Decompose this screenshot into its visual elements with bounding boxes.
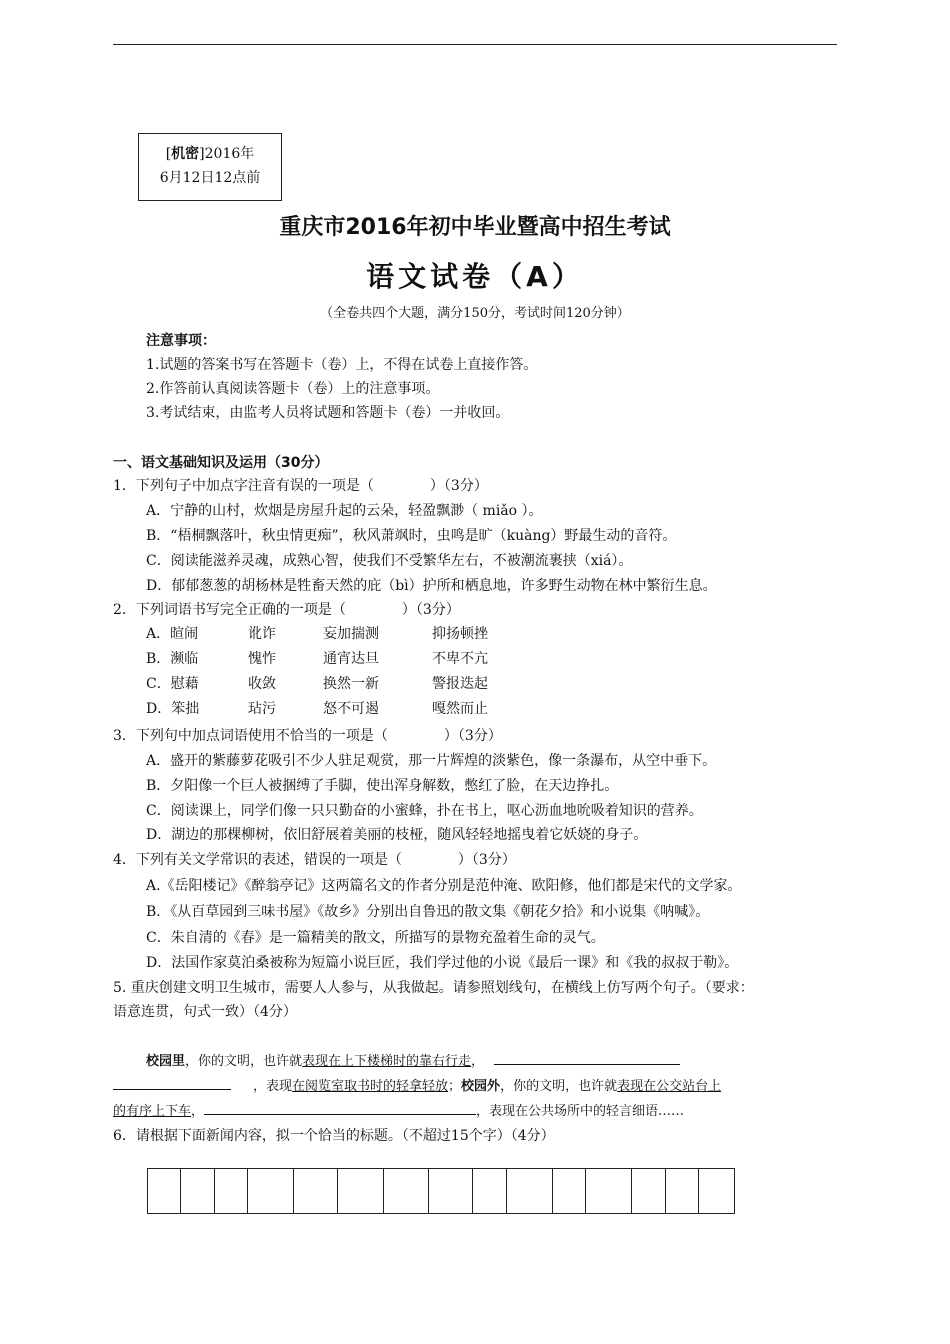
q2-cell: 讹诈 bbox=[248, 626, 276, 642]
paper-title: 语文试卷（A） bbox=[366, 260, 584, 293]
q5-underlined-text: 表现在上下楼梯时的靠右行走 bbox=[302, 1054, 472, 1069]
grid-cell[interactable] bbox=[586, 1169, 632, 1213]
q1-option-d: D．郁郁葱葱的胡杨林是牲畜天然的庇（bì）护所和栖息地，许多野生动物在林中繁衍生息。 bbox=[146, 578, 717, 594]
grid-cell[interactable] bbox=[148, 1169, 181, 1213]
confidential-year: 2016年 bbox=[204, 146, 255, 162]
q5-example-line1 bbox=[146, 1050, 680, 1069]
q1-stem: 1．下列句子中加点字注音有误的一项是（ ）（3分） bbox=[113, 478, 488, 494]
q2-cell: C．慰藉 bbox=[146, 676, 199, 692]
q4-option-c: C．朱自清的《春》是一篇精美的散文，所描写的景物充盈着生命的灵气。 bbox=[146, 930, 605, 946]
q4-option-d: D．法国作家莫泊桑被称为短篇小说巨匠，我们学过他的小说《最后一课》和《我的叔叔于勒》。 bbox=[146, 955, 739, 971]
q5-text: ， bbox=[191, 1104, 205, 1119]
exam-subtitle: （全卷共四个大题，满分150分，考试时间120分钟） bbox=[320, 306, 630, 321]
q2-cell: 妄加揣测 bbox=[323, 626, 379, 642]
q2-cell: 抑扬顿挫 bbox=[432, 626, 488, 642]
grid-cell[interactable] bbox=[553, 1169, 586, 1213]
grid-cell[interactable] bbox=[338, 1169, 384, 1213]
confidential-box: [机密]2016年 6月12日12点前 bbox=[138, 133, 282, 201]
q1-option-a: A．宁静的山村，炊烟是房屋升起的云朵，轻盈飘渺（ miǎo ）。 bbox=[146, 503, 543, 519]
q6-answer-grid bbox=[147, 1168, 735, 1214]
q4-option-b: B．《从百草园到三味书屋》《故乡》分别出自鲁迅的散文集《朝花夕拾》和小说集《呐喊》。 bbox=[146, 904, 710, 920]
confidential-label: 机密 bbox=[171, 146, 200, 162]
q5-underlined-text: 表现在公交站台上 bbox=[617, 1079, 722, 1094]
grid-cell[interactable] bbox=[294, 1169, 338, 1213]
q5-text: ，你的文明，也许就 bbox=[185, 1054, 303, 1069]
q5-text: ， bbox=[471, 1054, 485, 1069]
q3-option-d: D．湖边的那棵柳树，依旧舒展着美丽的枝桠，随风轻轻地摇曳着它妖娆的身子。 bbox=[146, 827, 648, 843]
q5-example-line2 bbox=[113, 1075, 721, 1094]
grid-cell[interactable] bbox=[666, 1169, 699, 1213]
section-heading: 一、语文基础知识及运用（30分） bbox=[113, 455, 329, 471]
note-item: 2.作答前认真阅读答题卡（卷）上的注意事项。 bbox=[146, 381, 440, 397]
q3-option-b: B．夕阳像一个巨人被捆缚了手脚，使出浑身解数，憋红了脸，在天边挣扎。 bbox=[146, 778, 619, 794]
q5-stem-cont: 语意连贯，句式一致）（4分） bbox=[113, 1004, 297, 1020]
note-item: 1.试题的答案书写在答题卡（卷）上，不得在试卷上直接作答。 bbox=[146, 357, 538, 373]
grid-cell[interactable] bbox=[473, 1169, 507, 1213]
q5-bold-text: 校园里 bbox=[146, 1054, 186, 1069]
q3-option-a: A．盛开的紫藤萝花吸引不少人驻足观赏，那一片辉煌的淡紫色，像一条瀑布，从空中垂下。 bbox=[146, 753, 717, 769]
q5-answer-blank[interactable] bbox=[204, 1100, 476, 1115]
grid-cell[interactable] bbox=[429, 1169, 473, 1213]
grid-cell[interactable] bbox=[248, 1169, 294, 1213]
q1-option-b: B．“梧桐飘落叶，秋虫情更痴”，秋风萧飒时，虫鸣是旷（kuàng）野最生动的音符。 bbox=[146, 528, 677, 544]
q2-cell: 嘎然而止 bbox=[432, 701, 488, 717]
q5-stem: 5. 重庆创建文明卫生城市，需要人人参与，从我做起。请参照划线句，在横线上仿写两个句子。（要求： bbox=[113, 980, 754, 996]
grid-cell[interactable] bbox=[181, 1169, 215, 1213]
q5-underlined-text: 在阅览室取书时的轻拿轻放 bbox=[292, 1079, 449, 1094]
q5-text: ，你的文明，也许就 bbox=[500, 1079, 618, 1094]
q2-cell: D．笨拙 bbox=[146, 701, 200, 717]
q2-cell: 警报迭起 bbox=[432, 676, 488, 692]
q2-cell: A．暄闹 bbox=[146, 626, 199, 642]
q5-text: ，表现 bbox=[253, 1079, 293, 1094]
q5-answer-blank[interactable] bbox=[494, 1050, 680, 1065]
confidential-deadline: 6月12日12点前 bbox=[159, 170, 261, 186]
q6-stem: 6．请根据下面新闻内容，拟一个恰当的标题。（不超过15个字）（4分） bbox=[113, 1128, 555, 1144]
q2-cell: 收敛 bbox=[248, 676, 276, 692]
q2-stem: 2．下列词语书写完全正确的一项是（ ）（3分） bbox=[113, 602, 460, 618]
q5-text: ，表现在公共场所中的轻言细语…… bbox=[476, 1104, 685, 1119]
exam-title: 重庆市2016年初中毕业暨高中招生考试 bbox=[279, 215, 671, 240]
grid-cell[interactable] bbox=[507, 1169, 553, 1213]
q2-cell: 玷污 bbox=[248, 701, 276, 717]
q5-underlined-text: 的有序上下车 bbox=[113, 1104, 192, 1119]
q2-cell: 换然一新 bbox=[323, 676, 379, 692]
notes-heading: 注意事项： bbox=[146, 333, 216, 349]
q5-text: ； bbox=[448, 1079, 462, 1094]
grid-cell[interactable] bbox=[384, 1169, 429, 1213]
q1-option-c: C．阅读能滋养灵魂，成熟心智，使我们不受繁华左右，不被潮流裹挟（xiá）。 bbox=[146, 553, 633, 569]
note-item: 3.考试结束，由监考人员将试题和答题卡（卷）一并收回。 bbox=[146, 405, 510, 421]
q3-option-c: C．阅读课上，同学们像一只只勤奋的小蜜蜂，扑在书上，呕心沥血地吮吸着知识的营养。 bbox=[146, 803, 703, 819]
q5-answer-blank[interactable] bbox=[113, 1075, 231, 1090]
q2-cell: 怒不可遏 bbox=[323, 701, 379, 717]
grid-cell[interactable] bbox=[632, 1169, 666, 1213]
grid-cell[interactable] bbox=[699, 1169, 734, 1213]
q2-cell: 愧怍 bbox=[248, 651, 276, 667]
q2-cell: 不卑不亢 bbox=[432, 651, 488, 667]
q5-bold-text: 校园外 bbox=[461, 1079, 501, 1094]
top-rule bbox=[113, 44, 837, 45]
grid-cell[interactable] bbox=[215, 1169, 248, 1213]
q4-option-a: A.《岳阳楼记》《醉翁亭记》这两篇名文的作者分别是范仲淹、欧阳修，他们都是宋代的文学家。 bbox=[146, 878, 742, 894]
q5-example-line3 bbox=[113, 1100, 684, 1119]
q2-cell: B．濒临 bbox=[146, 651, 199, 667]
q3-stem: 3．下列句中加点词语使用不恰当的一项是（ ）（3分） bbox=[113, 728, 502, 744]
q2-cell: 通宵达旦 bbox=[323, 651, 379, 667]
q4-stem: 4．下列有关文学常识的表述，错误的一项是（ ）（3分） bbox=[113, 852, 516, 868]
